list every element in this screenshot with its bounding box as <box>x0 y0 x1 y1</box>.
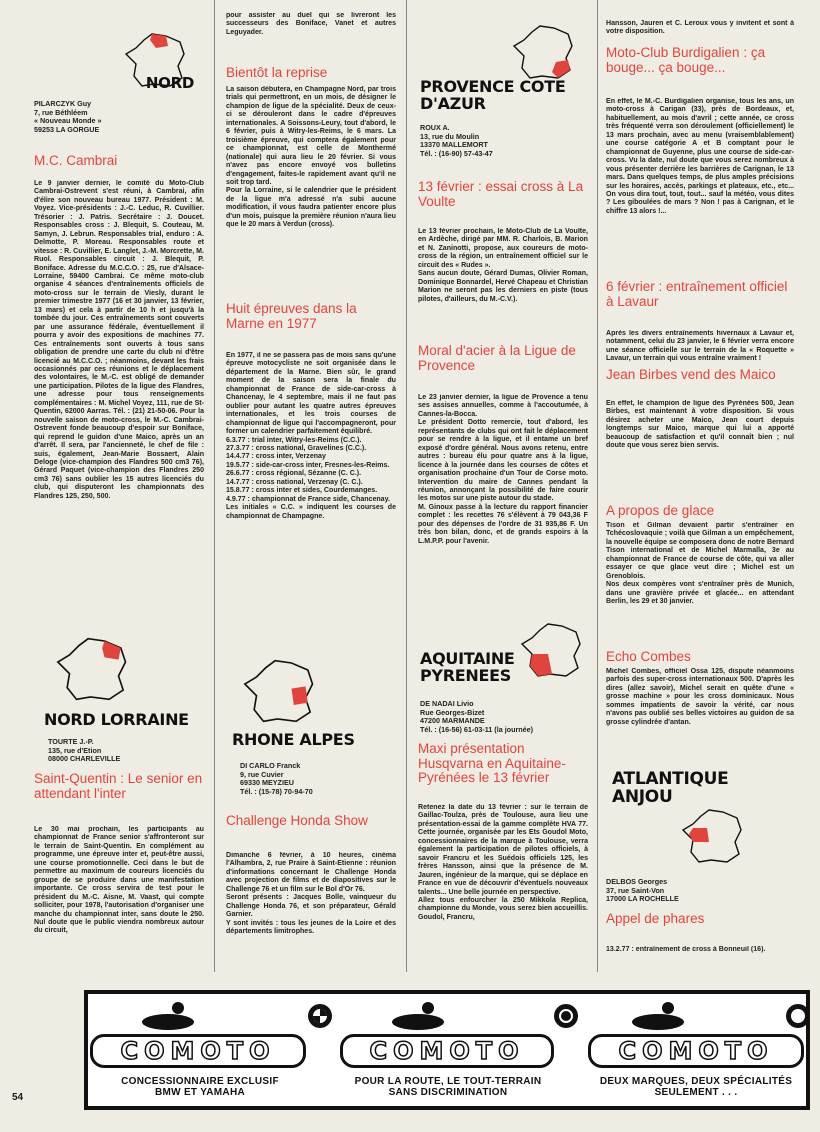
article-body: Le 9 janvier dernier, le comité du Moto-Club Cambrai-Ostrevent s'est réuni, à Cambrai, afin d'élire son nouveau bureau 1977. Président : M. Voyez. Vice-présidents : J.-C. Leduc, R. Cuvillier. Trésorier : J. Patris. Secrétaire : J. Doucet. Responsables cross : J. Blequit, S. Couteau, M. Samyn, J. Lebrun. Responsables trial, enduro : A. Delmotte, P. Moreau. Responsables route et vitesse : R. Cuvillier, E. Langlet, J.-M. Morcrette, M. Ruol. Responsables circuit : J. Blequit, P. Boniface. Adresse du M.C.C.O. : 25, rue d'Alsace-Lorraine, 59400 Cambrai. Ce même moto-club organise 4 séances d'entraînements officiels de moto-cross sur le terrain de Viesly, durant le premier trimestre 1977 (16 et 30 janvier, 13 février, 13 mars) et cela à partir de 10 h et jusqu'à la tombée du jour. Ces entraînements sont couverts par une assurance fédérale, éventuellement il pourra y avoir des expositions de machines 77. Ces entraînements sont ouverts à tous sans obligation de prendre une carte du club ni d'être licencié au M.C.C.O. ; néanmoins, devant les frais occasionnés par ces réunions et le déplacement des volontaires, le M.-C. est obligé de demander une participation. Pilotes de la ligue des Flandres, une adresse pour tous renseignements complémentaires : M. Michel Voyez, 111, rue de St-Quentin, 62000 Aarras. Tél. : (21) 21-50-06. Pour la nouvelle saison de moto-cross, le M.-C. Cambrai-Ostrevent fonde beaucoup d'espoir sur Boniface, qui reprend le guidon d'une Maico, après un an d'arrêt. Il sera, par l'ancienneté, le chef de file : suis, également, Jean-Marie Bossaert, Alain Deloge (vice-champion des Flandres 500 cm3 76), Gérard Paquet (vice-champion des Flandres 250 cm3 76) sans oublier les 15 autres licenciés du club, qui disputeront les championnats des Flandres 125, 250, 500. <box>34 180 204 500</box>
article-heading: Challenge Honda Show <box>226 813 368 828</box>
ad-tagline: POUR LA ROUTE, LE TOUT-TERRAIN SANS DISCRIMINATION <box>354 1076 542 1098</box>
correspondent-address: DELBOS Georges 37, rue Saint-Von 17000 LA ROCHELLE <box>606 877 679 904</box>
ad-tagline: CONCESSIONNAIRE EXCLUSIF BMW ET YAMAHA <box>121 1076 279 1098</box>
article-heading: Bientôt la reprise <box>226 65 328 80</box>
comoto-logo: COMOTO <box>588 1034 804 1068</box>
article-body: En 1977, il ne se passera pas de mois sans qu'une épreuve motocycliste ne soit organisée dans le département de la Marne. Bien sûr, le grand moment de la saison sera la finale du championnat de France de side-car-cross à Chancenay, le 4 septembre, mais il ne faut pas oublier pour autant les quatre autres épreuves internationales, et les trois courses de championnat de ligue qui l'accompagneront, pour former un calendrier parfaitement équilibré. 6.3.77 : trial inter, Witry-les-Reims (C.C.). 27.3.77 : cross national, Gravelines (C.C.). 14.4.77 : cross inter, Verzenay 19.5.77 : side-car-cross inter, Fresnes-les-Reims. 26.6.77 : cross régional, Sézanne (C. C.). 14.7.77 : cross national, Verzenay (C. C.). 15.8.77 : cross inter et sides, Courdemanges. 4.9.77 : championnat de France side, Chancenay. Les initiales « C.C. » indiquent les courses de championnat de Champagne. <box>226 352 396 520</box>
ad-tagline: DEUX MARQUES, DEUX SPÉCIALITÉS SEULEMENT . . . <box>599 1076 793 1098</box>
article-heading: Huit épreuves dans la Marne en 1977 <box>226 301 357 331</box>
region-title: RHONE ALPES <box>232 730 355 749</box>
correspondent-address: TOURTE J.-P. 135, rue d'Etion 08000 CHARLEVILLE <box>48 737 121 764</box>
column-rule <box>214 0 215 972</box>
article-body: Michel Combes, officiel Ossa 125, dispute néanmoins parfois des super-cross internationaux 500. D'après les dires (allez savoir), Michel serait en quête d'une « grosse machine » pour les cross dominicaux. Nous sommes impatients de savoir la vérité, car nous n'avons pas oublié ses belles victoires au guidon de sa grosse cylindrée d'antan. <box>606 668 794 726</box>
article-body: Tison et Gilman devaient partir s'entraîner en Tchécoslovaquie ; voilà que Gilman a un empêchement, la nouvelle équipe se composera donc de notre Bernard Tison international et de Michel Marmalla, 3e au championnat de France de course de côte, qui va aller essayer ce que glace veut dire ; Michel est un Grenoblois. Nos deux compères vont s'entraîner près de Munich, dans une gravière privée et glacée... en attendant Berlin, les 29 et 30 janvier. <box>606 522 794 606</box>
motorcycle-rider-icon <box>628 1000 688 1034</box>
column-rule <box>406 0 407 972</box>
france-map-icon <box>678 806 750 866</box>
article-body: Après les divers entraînements hivernaux à Lavaur et, notamment, celui du 23 janvier, le 6 février verra encore une séance officielle sur le terrain de la « Roquette » Lavaur, un terrain qui vous entraîne vraiment ! <box>606 330 794 363</box>
region-title: ATLANTIQUE ANJOU <box>612 769 729 807</box>
article-body: Retenez la date du 13 février : sur le terrain de Gaillac-Toulza, près de Toulouse, aura lieu une présentation-essai de la gamme complète HVA 77. Cette journée, organisée par les Ets Goudol Moto, concessionnaires de la marque à Toulouse, verra également la participation de pilotes officiels, à savoir Francru et les Suédois officiels 125, les frères Hansson, ainsi que la présence de M. Jauren, ingénieur de la marque, qui se déplace en France en vue de découvrir d'éventuels nouveaux talents... Une belle journée en perspective. Allez tous enfourcher la 250 Mikkola Replica, championne du Monde, vous serez bien accueillis. Goudol, Francru, <box>418 804 588 921</box>
region-title: PROVENCE COTE D'AZUR <box>420 77 566 113</box>
france-map-icon <box>510 22 580 82</box>
page-number: 54 <box>12 1092 24 1103</box>
article-body: La saison débutera, en Champagne Nord, par trois trials qui permettront, en un mois, de désigner le champion de ligue de la spécialité. Deux de ceux-ci se dérouleront dans le cadre d'épreuves internationales. A Soissons-Leury, tout d'abord, le 6 février, puis à Witry-les-Reims, le 6 mars. La troisième épreuve, qui comptera également pour ce championnat, est celle de Monthermé (nationale) qui aura lieu le 20 février. Si vous n'avez pas encore envoyé vos bulletins d'engagement, faites-le rapidement avant qu'il ne soit trop tard. Pour la Lorraine, si le calendrier que le président de la ligue m'a adressé n'a subi aucune modification, il vous faudra patienter encore plus d'un mois, puisque la première réunion n'aura lieu que le 20 mars à Verdun (cross). <box>226 86 396 229</box>
article-body: Le 23 janvier dernier, la ligue de Provence a tenu ses assises annuelles, comme à l'accoutumée, à Cannes-la-Bocca. Le président Dotto remercie, tout d'abord, les représentants de clubs qui ont fait le déplacement pour se rendre à la ligue, et il entame un bref exposé d'ordre général. Nous avons retenu, entre autres : bureau élu pour quatre ans à la ligue, licence à la journée dans les courses de côtes et organisation prochaine d'un Tour de Corse moto. Intervention du maire de Cannes pendant la réunion, annonçant la possibilité de faire courir les motos sur une piste autour du stade. M. Ginoux passe à la lecture du rapport financier complet : les recettes 76 s'élèvent à 79 043,36 F pour des dépenses de l'ordre de 31 935,86 F. Un très bon bilan, donc, et de grands espoirs à la L.M.P.P. pour l'avenir. <box>418 394 588 545</box>
france-map-icon <box>236 656 326 726</box>
correspondent-address: DE NADAI Livio Rue Georges-Bizet 47200 MARMANDE Tél. : (16-56) 61-03-11 (la journée) <box>420 699 534 734</box>
motorcycle-rider-icon <box>138 1000 198 1034</box>
column-rule <box>597 0 598 972</box>
region-title: AQUITAINE PYRENEES <box>420 649 515 685</box>
motorcycle-rider-icon <box>388 1000 448 1034</box>
article-body: En effet, le M.-C. Burdigalien organise, tous les ans, un moto-cross à Carigan (33), près de Bordeaux, et, habituellement, au mois d'avril ; cette année, ce cross très fréquenté verra son déroulement (officiellement) le 13 mars prochain, avec au menu (vraisemblablement) une course catégorie A et B comptant pour le championnat de Guyenne, plus une course de side-car-cross. Vu la date, nul doute que vous serez nombreux à vous présenter derrière les barrières de Carignan, le 13 mars. Dans quelques temps, de plus amples précisions sur les horaires, accès, parkings et plateaux, etc., etc... On vous dira tout, tout, tout... sauf la météo, vous dites ? Les giboulées de mars ? Non ! pas à Carignan, et le chiffre 13 alors !... <box>606 98 794 215</box>
article-heading: 6 février : entraînement officiel à Lavaur <box>606 279 788 309</box>
article-heading: Saint-Quentin : Le senior en attendant l'inter <box>34 771 203 801</box>
france-map-icon <box>44 634 144 704</box>
article-heading: M.C. Cambrai <box>34 153 118 168</box>
article-heading: Echo Combes <box>606 649 691 664</box>
region-title: NORD LORRAINE <box>44 710 189 729</box>
article-heading: Appel de phares <box>606 911 705 926</box>
comoto-advertisement <box>84 990 810 1110</box>
article-heading: Moto-Club Burdigalien : ça bouge... ça bouge... <box>606 45 766 75</box>
correspondent-address: ROUX A. 13, rue du Moulin 13370 MALLEMORT Tél. : (16-90) 57-43-47 <box>420 123 493 158</box>
article-heading: Jean Birbes vend des Maico <box>606 367 776 382</box>
article-heading: Maxi présentation Husqvarna en Aquitaine-Pyrénées le 13 février <box>418 741 566 785</box>
bmw-logo-icon <box>306 1002 334 1030</box>
article-heading: A propos de glace <box>606 503 715 518</box>
comoto-logo: COMOTO <box>90 1034 306 1068</box>
article-body: Hansson, Jauren et C. Leroux vous y invitent et sont à votre disposition. <box>606 20 794 36</box>
comoto-logo: COMOTO <box>340 1034 554 1068</box>
article-heading: Moral d'acier à la Ligue de Provence <box>418 343 576 373</box>
article-heading: 13 février : essai cross à La Voulte <box>418 179 584 209</box>
article-body: Dimanche 6 février, à 10 heures, cinéma l'Alhambra, 2, rue Praire à Saint-Etienne : réunion d'informations concernant le Challenge Honda avec projection de films et de diapositives sur le Challenge 76 et un film sur le Bol d'Or 76. Seront présents : Jacques Bolle, vainqueur du Challenge Honda 76, et son préparateur, Gérald Garnier. Y sont invités : tous les jeunes de la Loire et des départements limitrophes. <box>226 852 396 936</box>
article-body: 13.2.77 : entraînement de cross à Bonneuil (16). <box>606 946 766 953</box>
article-body: En effet, le champion de ligue des Pyrénées 500, Jean Birbes, est maintenant à votre disposition. Si vous désirez acheter une Maico, Jean court depuis longtemps sur Maico, marque qui lui a apporté beaucoup de satisfaction et qu'il connaît bien ; nul doute que vous serez bien servis. <box>606 400 794 450</box>
article-body: Le 13 février prochain, le Moto-Club de La Voulte, en Ardèche, dirigé par MM. R. Charlois, B. Marion et N. Zaninotti, propose, aux coureurs de moto-cross de la région, un entraînement officiel sur le circuit des « Rudes ». Sans aucun doute, Gérard Dumas, Olivier Roman, Dominique Bonnardel, Hervé Chapeau et Christian Marion ne seront pas les derniers en piste (tous pilotes, d'ailleurs, du M.-C.V.). <box>418 228 588 303</box>
region-title: NORD <box>145 74 194 92</box>
bmw-logo-icon <box>784 1002 808 1030</box>
yamaha-logo-icon <box>552 1002 580 1030</box>
article-body: pour assister au duel qui se livreront les successeurs des Boniface, Vanet et autres Leguyader. <box>226 12 396 36</box>
correspondent-address: PILARCZYK Guy 7, rue Béthléem « Nouveau Monde » 59253 LA GORGUE <box>34 99 102 134</box>
correspondent-address: DI CARLO Franck 9, rue Cuvier 69330 MEYZIEU Tél. : (15-78) 70-94-70 <box>240 761 313 796</box>
article-body: Le 30 mai prochain, les participants au championnat de France senior s'affronteront sur le terrain de Saint-Quentin. En complément au programme, une épreuve inter et, peut-être aussi, une course promotionnelle. Ceci dans le but de permettre au maximum de coureurs licenciés du groupe de se produire dans une manifestation importante. Ce cross servira de test pour le président du M.-C. Aisne, M. Vaast, qui compte solliciter, pour 1978, l'autorisation d'organiser une manche du championnat inter, sans doute le 250. Nul doute que le public viendra nombreux autour du circuit, <box>34 826 204 935</box>
